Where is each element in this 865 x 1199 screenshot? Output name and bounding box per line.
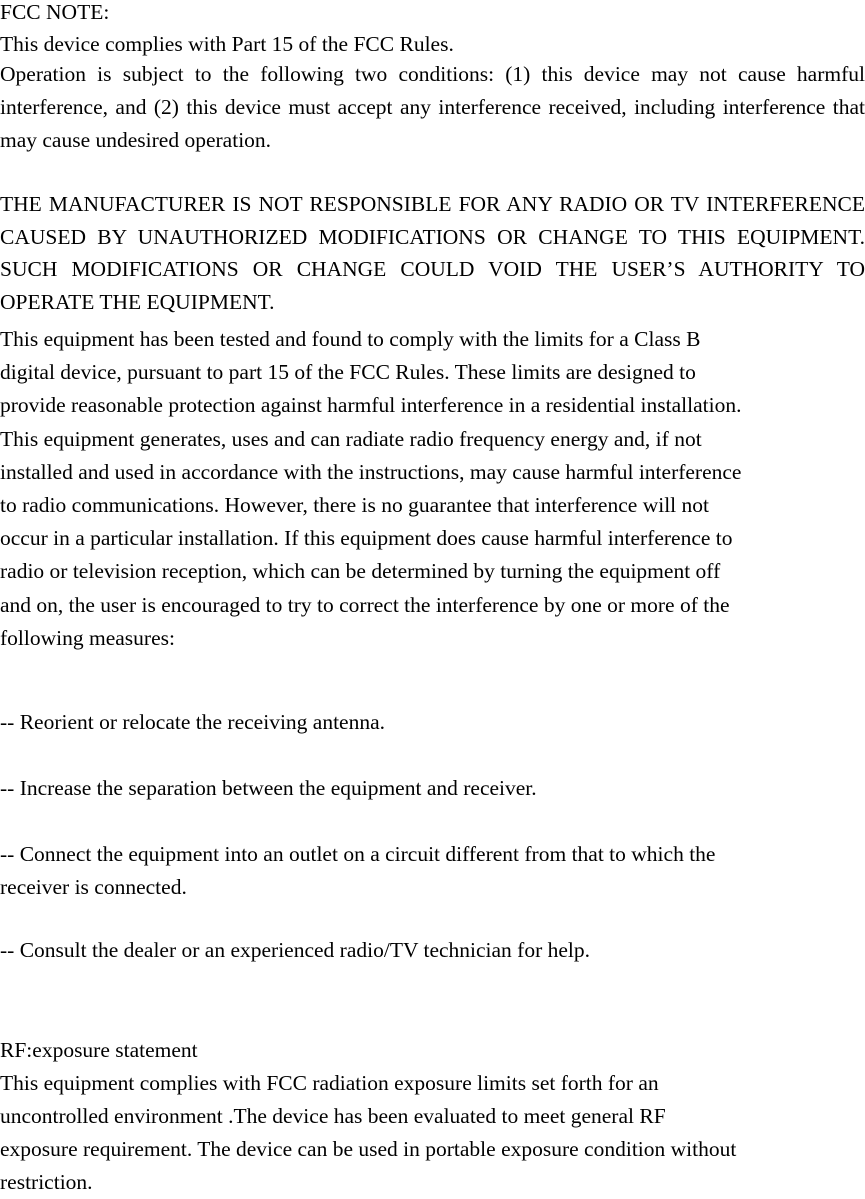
class-b-line: digital device, pursuant to part 15 of the FCC Rules. These limits are designed to [0,360,696,385]
fcc-note-section [0,0,865,60]
class-b-line: radio or television reception, which can be determined by turning the equipment off [0,559,721,584]
class-b-line: provide reasonable protection against harmful interference in a residential installation. [0,393,742,418]
measure-consult [0,934,865,967]
class-b-line: following measures: [0,625,175,650]
class-b-line: to radio communications. However, there is no guarantee that interference will not [0,493,709,518]
rf-exposure-line: restriction. [0,1170,93,1194]
class-b-line: This equipment generates, uses and can radiate radio frequency energy and, if not [0,426,702,451]
measure-connect-line: receiver is connected. [0,875,187,899]
rf-exposure-section [0,1034,865,1199]
fcc-compliance-line: This device complies with Part 15 of the FCC Rules. [0,31,454,56]
rf-exposure-line: exposure requirement. The device can be used in portable exposure condition without [0,1137,737,1161]
measure-reorient [0,706,865,739]
measure-separation-text: -- Increase the separation between the equipment and receiver. [0,776,537,800]
measure-connect [0,838,865,904]
class-b-line: occur in a particular installation. If this equipment does cause harmful interference to [0,526,733,551]
measure-consult-text: -- Consult the dealer or an experienced radio/TV technician for help. [0,938,591,962]
class-b-line: This equipment has been tested and found to comply with the limits for a Class B [0,327,701,351]
measure-separation [0,772,865,805]
fcc-conditions-paragraph [0,58,865,157]
rf-exposure-line: uncontrolled environment .The device has been evaluated to meet general RF [0,1104,666,1128]
fcc-note-heading: FCC NOTE: [0,0,110,24]
class-b-line: and on, the user is encouraged to try to correct the interference by one or more of the [0,592,730,617]
class-b-line: installed and used in accordance with the instructions, may cause harmful interference [0,459,742,484]
manufacturer-warning-text: THE MANUFACTURER IS NOT RESPONSIBLE FOR ANY RADIO OR TV INTERFERENCE CAUSED BY UNAUTHORIZED MODIFICATIONS OR CHANGE TO THIS EQUIPMENT. SUCH MODIFICATIONS OR CHANGE COULD VOID THE USER’S AUTHORITY TO OPERATE THE EQUIPMENT. [0,192,865,314]
manufacturer-warning-paragraph [0,188,865,318]
rf-exposure-heading: RF:exposure statement [0,1038,198,1062]
rf-exposure-line: This equipment complies with FCC radiation exposure limits set forth for an [0,1071,659,1095]
class-b-paragraph [0,323,865,655]
fcc-conditions-text: Operation is subject to the following two conditions: (1) this device may not cause harmful interference, and (2) this device must accept any interference received, including interference that may cause undesired operation. [0,62,865,152]
measure-reorient-text: -- Reorient or relocate the receiving antenna. [0,710,386,734]
measure-connect-line: -- Connect the equipment into an outlet on a circuit different from that to which the [0,842,716,866]
